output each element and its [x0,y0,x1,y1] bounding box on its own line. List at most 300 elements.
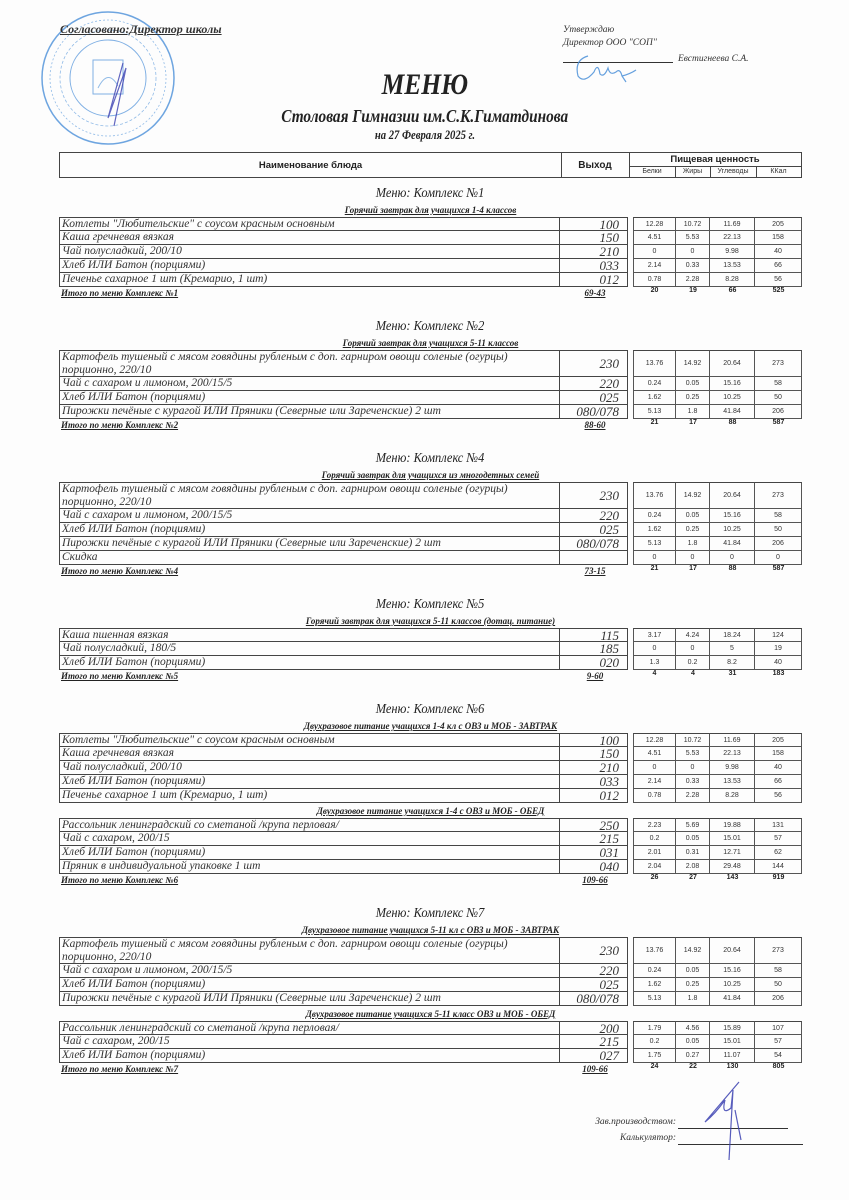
total-carbs: 88 [728,419,737,426]
dish-output: 230 [560,350,628,377]
dish-fat: 0 [676,642,710,656]
dish-protein: 2.01 [633,846,676,860]
total-protein: 21 [650,419,659,426]
dish-name: Хлеб ИЛИ Батон (порциями) [59,775,560,789]
dish-fat: 0 [676,245,710,259]
column-header-nutrition: Пищевая ценность [629,153,801,167]
dish-protein: 1.79 [633,1021,676,1035]
dish-name: Чай полусладкий, 200/10 [59,245,560,259]
dish-carbs: 15.16 [710,377,755,391]
total-label: Итого по меню Комплекс №6 [61,875,179,885]
complex-title [59,449,802,467]
dish-protein: 5.13 [633,537,676,551]
dish-fat: 0.31 [676,846,710,860]
dish-name: Чай с сахаром и лимоном, 200/15/5 [59,509,560,523]
table-row [59,846,802,860]
dish-carbs: 22.13 [710,747,755,761]
total-label: Итого по меню Комплекс №4 [61,566,179,576]
dish-kcal: 57 [755,832,802,846]
dish-carbs: 5 [710,642,755,656]
table-row [59,978,802,992]
dish-fat: 10.72 [676,733,710,747]
dish-protein: 0 [633,761,676,775]
dish-fat: 2.28 [676,273,710,287]
table-row [59,789,802,803]
menu-complex [59,449,802,591]
dish-output: 210 [560,761,628,775]
dish-fat: 0.2 [676,656,710,670]
dish-fat: 4.56 [676,1021,710,1035]
dish-name: Хлеб ИЛИ Батон (порциями) [59,978,560,992]
table-row [59,350,802,377]
dish-output: 033 [560,775,628,789]
dish-protein: 4.51 [633,747,676,761]
table-row [59,509,802,523]
section-title: Двухразовое питание учащихся 5-11 класс ОВЗ и МОБ - ОБЕД [305,1009,556,1019]
dish-protein: 0 [633,551,676,565]
dish-kcal: 19 [755,642,802,656]
dish-output: 012 [560,789,628,803]
total-carbs: 130 [726,1063,739,1070]
dish-fat: 2.28 [676,789,710,803]
table-header [59,152,802,178]
dish-kcal: 124 [755,628,802,642]
dish-fat: 0.25 [676,523,710,537]
dish-protein: 0.2 [633,1035,676,1049]
table-row [59,832,802,846]
total-fat: 27 [689,874,697,881]
dish-fat: 4.24 [676,628,710,642]
dish-kcal: 50 [755,978,802,992]
dish-name: Чай с сахаром и лимоном, 200/15/5 [59,964,560,978]
dish-fat: 0.05 [676,377,710,391]
table-row [59,628,802,642]
dish-name: Хлеб ИЛИ Батон (порциями) [59,846,560,860]
section-title: Горячий завтрак для учащихся 5-11 классов (дотац. питание) [305,616,556,626]
table-row [59,1021,802,1035]
table-row [59,391,802,405]
complex-total-row [59,1063,802,1079]
dish-kcal: 56 [755,273,802,287]
dish-table [59,217,802,287]
dish-output: 033 [560,259,628,273]
table-row [59,231,802,245]
total-kcal: 525 [772,287,785,294]
total-label: Итого по меню Комплекс №1 [61,288,179,298]
dish-fat: 1.8 [676,405,710,419]
dish-name: Хлеб ИЛИ Батон (порциями) [59,523,560,537]
total-fat: 17 [689,565,697,572]
dish-carbs: 41.84 [710,537,755,551]
table-row [59,733,802,747]
complex-total-row [59,419,802,435]
dish-carbs: 19.88 [710,818,755,832]
complex-title [59,595,802,613]
dish-name: Чай с сахаром, 200/15 [59,1035,560,1049]
dish-kcal: 158 [755,747,802,761]
dish-carbs: 9.98 [710,245,755,259]
total-kcal: 919 [772,874,785,881]
dish-name: Хлеб ИЛИ Батон (порциями) [59,259,560,273]
dish-protein: 0.24 [633,964,676,978]
dish-protein: 1.62 [633,391,676,405]
dish-fat: 5.53 [676,747,710,761]
dish-protein: 13.76 [633,482,676,509]
dish-fat: 0 [676,551,710,565]
dish-protein: 1.62 [633,523,676,537]
table-row [59,405,802,419]
approver-name: Евстигнеева С.А. [678,54,749,64]
total-protein: 24 [650,1063,659,1070]
complex-title-text: Меню: Комплекс №2 [376,318,485,333]
complex-title [59,904,802,922]
dish-carbs: 11.69 [710,217,755,231]
dish-kcal: 40 [755,656,802,670]
dish-fat: 0.05 [676,509,710,523]
dish-fat: 5.69 [676,818,710,832]
dish-fat: 0.33 [676,259,710,273]
menu-complex [59,317,802,445]
dish-output: 150 [560,747,628,761]
dish-protein: 5.13 [633,405,676,419]
table-row [59,860,802,874]
dish-kcal: 66 [755,775,802,789]
complex-total-row [59,874,802,890]
dish-carbs: 41.84 [710,992,755,1006]
table-row [59,217,802,231]
dish-carbs: 11.69 [710,733,755,747]
table-row [59,937,802,964]
dish-carbs: 12.71 [710,846,755,860]
dish-name: Котлеты "Любительские" с соусом красным основным [59,217,560,231]
dish-kcal: 50 [755,391,802,405]
total-protein: 4 [652,670,657,677]
dish-output: 230 [560,937,628,964]
section-title: Горячий завтрак для учащихся 5-11 классов [342,338,519,348]
dish-protein: 3.17 [633,628,676,642]
dish-fat: 5.53 [676,231,710,245]
section-title: Горячий завтрак для учащихся 1-4 классов [344,205,517,215]
dish-fat: 0.25 [676,391,710,405]
dish-name: Чай с сахаром и лимоном, 200/15/5 [59,377,560,391]
total-kcal: 587 [772,565,785,572]
dish-protein: 12.28 [633,733,676,747]
table-row [59,482,802,509]
dish-name: Каша пшенная вязкая [59,628,560,642]
dish-kcal: 107 [755,1021,802,1035]
section-title: Двухразовое питание учащихся 1-4 с ОВЗ и МОБ - ОБЕД [316,806,545,816]
dish-carbs: 10.25 [710,523,755,537]
dish-table [59,350,802,419]
dish-carbs: 29.48 [710,860,755,874]
dish-name: Котлеты "Любительские" с соусом красным основным [59,733,560,747]
dish-kcal: 58 [755,509,802,523]
dish-output: 080/078 [560,992,628,1006]
dish-carbs: 15.16 [710,964,755,978]
dish-protein: 0.24 [633,377,676,391]
dish-kcal: 205 [755,733,802,747]
complex-title [59,317,802,335]
dish-kcal: 206 [755,405,802,419]
dish-fat: 14.92 [676,937,710,964]
complex-title [59,700,802,718]
approve-label: Утверждаю [563,25,615,35]
dish-output: 210 [560,245,628,259]
table-row [59,259,802,273]
dish-kcal: 273 [755,482,802,509]
dish-table [59,1021,802,1063]
dish-output: 012 [560,273,628,287]
complex-spacer [59,435,802,445]
total-carbs: 88 [728,565,737,572]
dish-name: Печенье сахарное 1 шт (Кремарио, 1 шт) [59,273,560,287]
dish-kcal: 206 [755,537,802,551]
table-row [59,818,802,832]
dish-carbs: 22.13 [710,231,755,245]
dish-output: 250 [560,818,628,832]
dish-protein: 5.13 [633,992,676,1006]
total-fat: 17 [689,419,697,426]
table-row [59,642,802,656]
column-header-carbs: Углеводы [710,166,757,177]
table-row [59,747,802,761]
total-price: 109-66 [582,875,608,885]
dish-output: 020 [560,656,628,670]
dish-kcal: 58 [755,964,802,978]
dish-carbs: 8.2 [710,656,755,670]
dish-table [59,482,802,565]
dish-table [59,628,802,670]
complex-title [59,184,802,202]
section-title: Двухразовое питание учащихся 5-11 кл с ОВЗ и МОБ - ЗАВТРАК [301,925,560,935]
dish-name: Хлеб ИЛИ Батон (порциями) [59,1049,560,1063]
total-fat: 22 [689,1063,697,1070]
dish-carbs: 13.53 [710,775,755,789]
dish-name: Чай полусладкий, 180/5 [59,642,560,656]
dish-output: 100 [560,733,628,747]
dish-output: 220 [560,509,628,523]
dish-output: 200 [560,1021,628,1035]
table-row [59,273,802,287]
dish-fat: 10.72 [676,217,710,231]
dish-fat: 0.05 [676,832,710,846]
dish-carbs: 20.64 [710,350,755,377]
dish-name: Скидка [59,551,560,565]
total-kcal: 805 [772,1063,785,1070]
dish-output: 080/078 [560,405,628,419]
table-row [59,551,802,565]
column-header-fat: Жиры [675,166,711,177]
total-protein: 26 [650,874,659,881]
total-carbs: 143 [726,874,739,881]
dish-carbs: 10.25 [710,978,755,992]
dish-protein: 1.3 [633,656,676,670]
menu-complex [59,184,802,313]
complex-title-text: Меню: Комплекс №5 [376,596,485,611]
dish-kcal: 205 [755,217,802,231]
dish-output: 025 [560,523,628,537]
dish-protein: 2.23 [633,818,676,832]
section-title: Горячий завтрак для учащихся из многодетных семей [321,470,540,480]
dish-output: 115 [560,628,628,642]
total-protein: 21 [650,565,659,572]
dish-carbs: 8.28 [710,273,755,287]
menu-complex [59,904,802,1089]
dish-carbs: 15.16 [710,509,755,523]
total-kcal: 183 [772,670,785,677]
dish-kcal: 62 [755,846,802,860]
dish-protein: 1.62 [633,978,676,992]
dish-carbs: 9.98 [710,761,755,775]
dish-protein: 13.76 [633,350,676,377]
dish-output: 031 [560,846,628,860]
agreed-label: Согласовано:Директор школы [60,22,222,36]
dish-carbs: 15.01 [710,1035,755,1049]
page-subtitle: Столовая Гимназии им.С.К.Гиматдинова [281,106,568,126]
dish-carbs: 0 [710,551,755,565]
dish-kcal: 0 [755,551,802,565]
dish-carbs: 8.28 [710,789,755,803]
dish-fat: 0.05 [676,964,710,978]
dish-name: Печенье сахарное 1 шт (Кремарио, 1 шт) [59,789,560,803]
total-price: 73-15 [584,566,606,576]
dish-carbs: 15.89 [710,1021,755,1035]
total-price: 88-60 [584,420,606,430]
dish-fat: 0.05 [676,1035,710,1049]
section-title: Двухразовое питание учащихся 1-4 кл с ОВЗ и МОБ - ЗАВТРАК [303,721,558,731]
total-fat: 4 [691,670,695,677]
complex-spacer [59,303,802,313]
dish-output: 230 [560,482,628,509]
dish-output: 040 [560,860,628,874]
dish-output: 215 [560,1035,628,1049]
dish-protein: 4.51 [633,231,676,245]
dish-kcal: 158 [755,231,802,245]
approval-block [563,24,657,50]
complex-total-row [59,670,802,686]
complex-total-row [59,287,802,303]
total-carbs: 66 [728,287,737,294]
dish-carbs: 13.53 [710,259,755,273]
complex-spacer [59,581,802,591]
dish-output: 215 [560,832,628,846]
dish-output: 027 [560,1049,628,1063]
dish-name: Картофель тушеный с мясом говядины рубленым с доп. гарниром овощи соленые (огурцы) порционно, 220/10 [59,350,560,377]
dish-kcal: 40 [755,245,802,259]
dish-fat: 0.33 [676,775,710,789]
table-row [59,992,802,1006]
menu-date: на 27 Февраля 2025 г. [374,128,475,142]
signature-icon [695,1080,755,1160]
dish-protein: 2.14 [633,259,676,273]
dish-fat: 1.8 [676,992,710,1006]
total-protein: 20 [650,287,659,294]
table-row [59,1049,802,1063]
complex-spacer [59,890,802,900]
dish-protein: 0 [633,245,676,259]
dish-name: Хлеб ИЛИ Батон (порциями) [59,391,560,405]
table-row [59,964,802,978]
dish-carbs: 41.84 [710,405,755,419]
total-label: Итого по меню Комплекс №7 [61,1064,179,1074]
dish-carbs: 11.07 [710,1049,755,1063]
dish-output: 150 [560,231,628,245]
menu-complexes [59,180,802,1089]
dish-kcal: 144 [755,860,802,874]
dish-name: Каша гречневая вязкая [59,747,560,761]
dish-name: Пирожки печёные с курагой ИЛИ Пряники (Северные или Зареченские) 2 шт [59,405,560,419]
column-header-kcal: ККал [770,168,787,175]
page-title: МЕНЮ [381,68,468,101]
dish-kcal: 66 [755,259,802,273]
dish-output: 080/078 [560,537,628,551]
dish-protein: 12.28 [633,217,676,231]
dish-name: Рассольник ленинградский со сметаной /крупа перловая/ [59,1021,560,1035]
dish-name: Пирожки печёные с курагой ИЛИ Пряники (Северные или Зареченские) 2 шт [59,537,560,551]
dish-kcal: 50 [755,523,802,537]
table-row [59,656,802,670]
dish-kcal: 57 [755,1035,802,1049]
table-row [59,245,802,259]
dish-carbs: 10.25 [710,391,755,405]
dish-kcal: 54 [755,1049,802,1063]
dish-fat: 14.92 [676,350,710,377]
total-fat: 19 [689,287,697,294]
dish-output: 025 [560,391,628,405]
dish-protein: 0.78 [633,789,676,803]
table-row [59,523,802,537]
column-header-name: Наименование блюда [60,153,562,177]
table-row [59,537,802,551]
total-label: Итого по меню Комплекс №5 [61,671,179,681]
dish-output: 185 [560,642,628,656]
dish-kcal: 273 [755,350,802,377]
table-row [59,775,802,789]
calculator-label: Калькулятор: [619,1133,676,1143]
dish-carbs: 15.01 [710,832,755,846]
dish-name: Пирожки печёные с курагой ИЛИ Пряники (Северные или Зареченские) 2 шт [59,992,560,1006]
dish-table [59,937,802,1006]
table-row [59,761,802,775]
dish-protein: 0.2 [633,832,676,846]
dish-name: Чай полусладкий, 200/10 [59,761,560,775]
total-label: Итого по меню Комплекс №2 [61,420,179,430]
dish-protein: 2.14 [633,775,676,789]
dish-protein: 0.24 [633,509,676,523]
dish-fat: 2.08 [676,860,710,874]
dish-fat: 0 [676,761,710,775]
total-kcal: 587 [772,419,785,426]
menu-complex [59,700,802,900]
dish-name: Картофель тушеный с мясом говядины рубленым с доп. гарниром овощи соленые (огурцы) порционно, 220/10 [59,937,560,964]
dish-fat: 0.25 [676,978,710,992]
dish-name: Пряник в индивидуальной упаковке 1 шт [59,860,560,874]
complex-title-text: Меню: Комплекс №4 [376,450,485,465]
dish-protein: 0.78 [633,273,676,287]
column-header-output: Выход [561,153,630,177]
dish-output: 220 [560,964,628,978]
approve-position: Директор ООО "СОП" [563,38,657,48]
dish-carbs: 20.64 [710,482,755,509]
table-row [59,377,802,391]
dish-output: 220 [560,377,628,391]
dish-kcal: 131 [755,818,802,832]
dish-fat: 1.8 [676,537,710,551]
dish-name: Картофель тушеный с мясом говядины рубленым с доп. гарниром овощи соленые (огурцы) порционно, 220/10 [59,482,560,509]
dish-name: Чай с сахаром, 200/15 [59,832,560,846]
complex-spacer [59,686,802,696]
dish-protein: 0 [633,642,676,656]
